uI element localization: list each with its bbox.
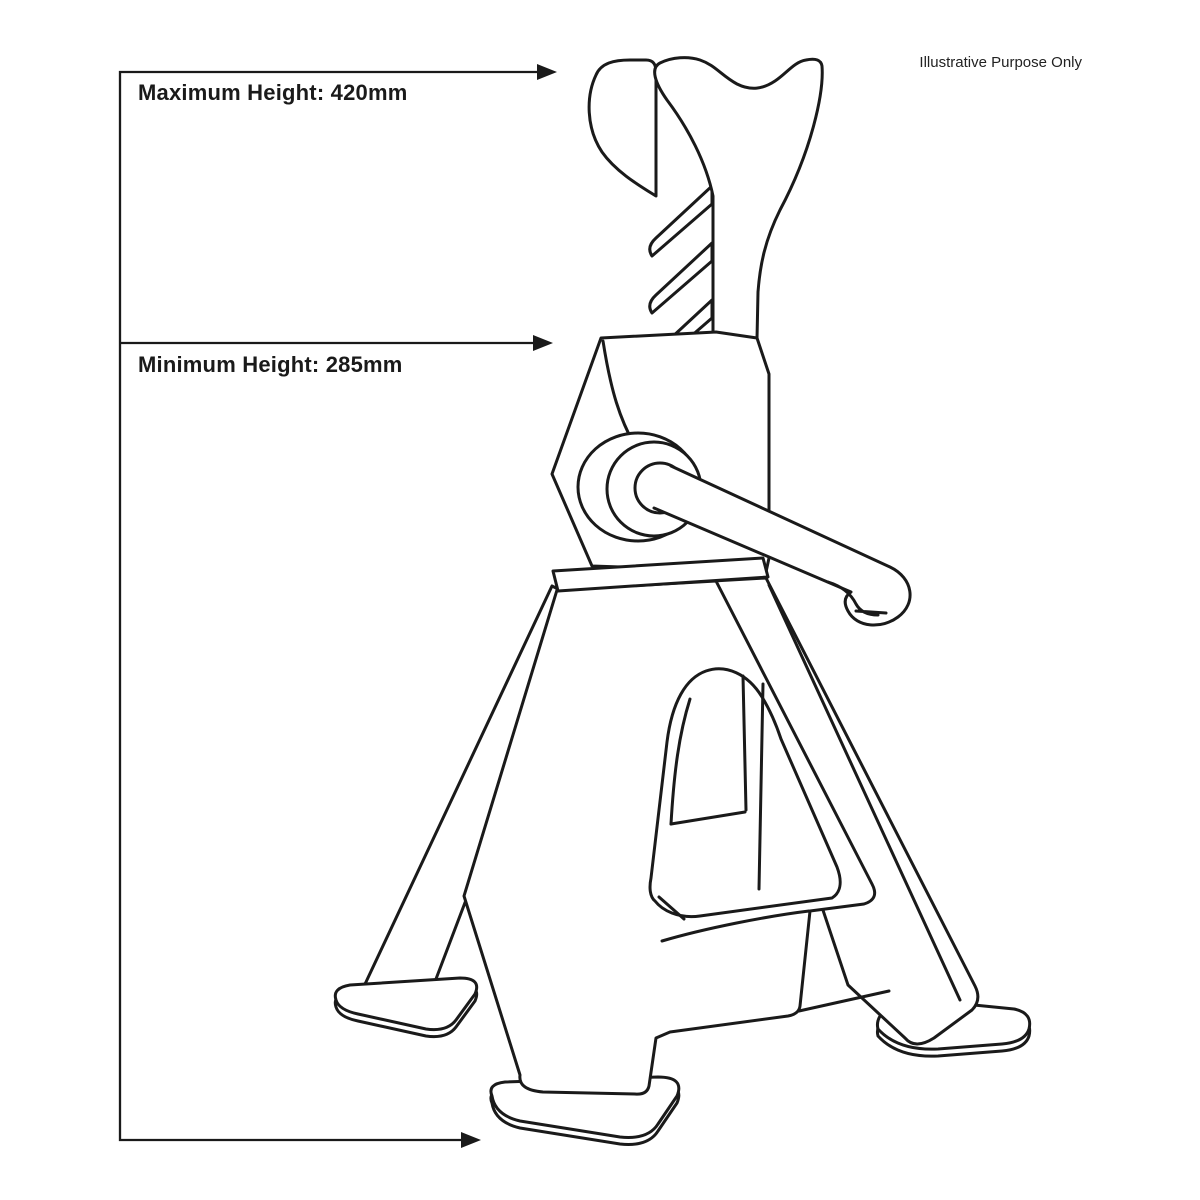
- illustrative-note: Illustrative Purpose Only: [919, 54, 1082, 71]
- dimension-lines: [120, 72, 540, 1140]
- base-arrowhead: [461, 1132, 481, 1148]
- axle-stand-drawing: [335, 58, 1029, 1145]
- ratchet-tooth-2: [650, 243, 712, 313]
- min-height-arrowhead: [533, 335, 553, 351]
- ratchet-tooth-1: [650, 186, 712, 256]
- dimension-extension-line: [120, 72, 540, 1140]
- min-height-label: Minimum Height: 285mm: [138, 352, 403, 377]
- max-height-arrowhead: [537, 64, 557, 80]
- saddle-and-post: [655, 58, 823, 339]
- max-height-label: Maximum Height: 420mm: [138, 80, 408, 105]
- saddle-back-lobe: [589, 60, 656, 196]
